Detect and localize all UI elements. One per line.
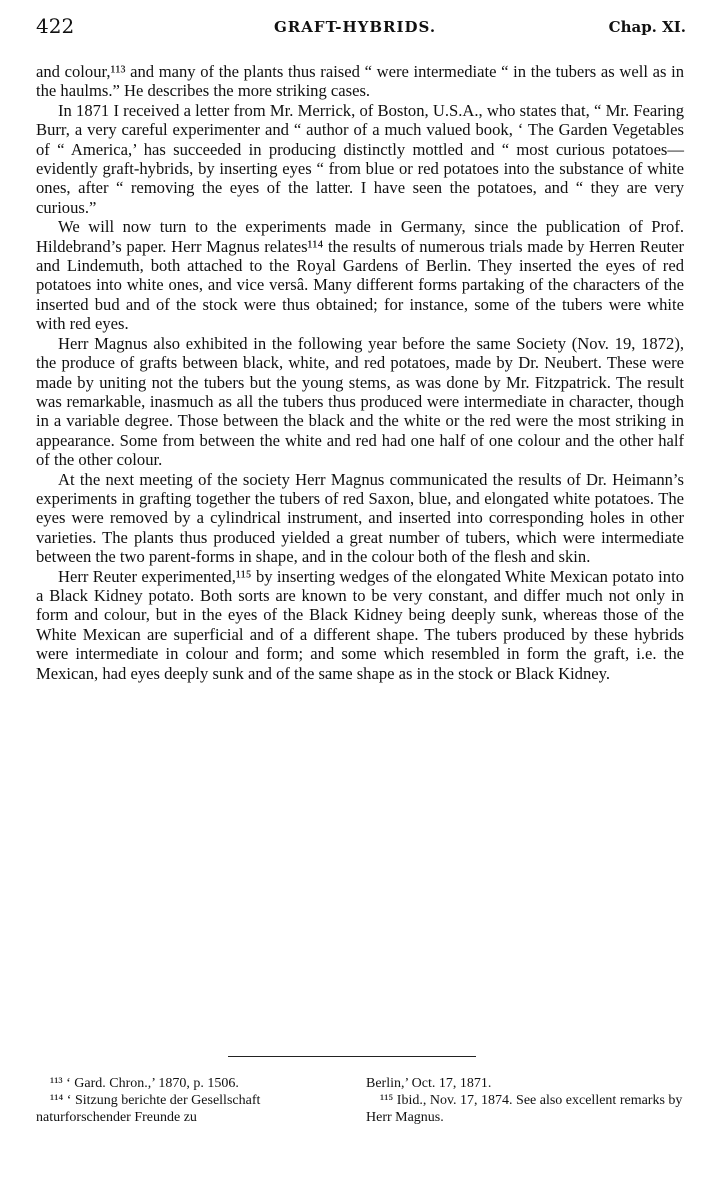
running-title: GRAFT-HYBRIDS. (274, 18, 437, 36)
paragraph-germany-experiments: We will now turn to the experiments made in Germany, since the publication of Prof. Hildebrand’s paper. Herr Magnus relates¹¹⁴ the results of numerous trials made by Herren Reuter and Lindemuth, both attached to the Royal Gardens of Berlin. They inserted the eyes of red potatoes into white ones, and vice versâ. Many different forms partaking of the characters of the inserted bud and of the stock were thus obtained; for instance, some of the tubers were white with red eyes. (36, 217, 684, 334)
page-number: 422 (36, 14, 75, 38)
paragraph-continued: and colour,¹¹³ and many of the plants thus raised “ were intermediate “ in the tubers as well as in the haulms.” He describes the more striking cases. (36, 62, 684, 101)
paragraph-merrick-letter: In 1871 I received a letter from Mr. Merrick, of Boston, U.S.A., who states that, “ Mr. Fearing Burr, a very careful experimenter and “ author of a much valued book, ‘ The Garden Vegetables of “ America,’ has succeeded in producing distinctly mottled and “ most curious potatoes—evidently graft-hybrids, by inserting eyes “ from blue or red potatoes into the substance of white ones, after “ removing the eyes of the latter. I have seen the potatoes, and “ they are very curious.” (36, 100, 684, 217)
footnote-113: ¹¹³ ‘ Gard. Chron.,’ 1870, p. 1506. (50, 1076, 239, 1091)
footnotes-left-column (36, 1075, 341, 1126)
body-text (36, 62, 684, 683)
footnote-114-continued: Berlin,’ Oct. 17, 1871. (366, 1076, 492, 1091)
footnote-115: ¹¹⁵ Ibid., Nov. 17, 1874. See also excellent remarks by Herr Magnus. (366, 1093, 683, 1125)
footnotes-right-column (366, 1075, 686, 1126)
paragraph-neubert-grafts: Herr Magnus also exhibited in the following year before the same Society (Nov. 19, 1872), the produce of grafts between black, white, and red potatoes, made by Dr. Neubert. These were made by uniting not the tubers but the young stems, as was done by Mr. Fitzpatrick. The result was remarkable, inasmuch as all the tubers thus produced were intermediate in character, though in a variable degree. Those between the black and the white or the red were the most striking in appearance. Some from between the white and red had one half of one colour and the other half of the other colour. (36, 333, 684, 470)
footnote-114: ¹¹⁴ ‘ Sitzung berichte der Gesellschaft naturforschender Freunde zu (36, 1093, 261, 1125)
paragraph-reuter-experiment: Herr Reuter experimented,¹¹⁵ by inserting wedges of the elongated White Mexican potato into a Black Kidney potato. Both sorts are known to be very constant, and differ much not only in form and colour, but in the eyes of the Black Kidney being deeply sunk, whereas those of the White Mexican are superficial and of a different shape. The tubers produced by these hybrids were intermediate in colour and form; and some which resembled in form the graft, i.e. the Mexican, had eyes deeply sunk and of the same shape as in the stock or Black Kidney. (36, 566, 684, 683)
page-header (36, 14, 686, 42)
chapter-label: Chap. XI. (608, 18, 686, 36)
footnote-divider (228, 1056, 476, 1057)
paragraph-heimann-experiments: At the next meeting of the society Herr Magnus communicated the results of Dr. Heimann’s experiments in grafting together the tubers of red Saxon, blue, and elongated white potatoes. The eyes were removed by a cylindrical instrument, and inserted into corresponding holes in other varieties. The plants thus produced yielded a great number of tubers, which were intermediate between the two parent-forms in shape, and in the colour both of the flesh and skin. (36, 469, 684, 567)
